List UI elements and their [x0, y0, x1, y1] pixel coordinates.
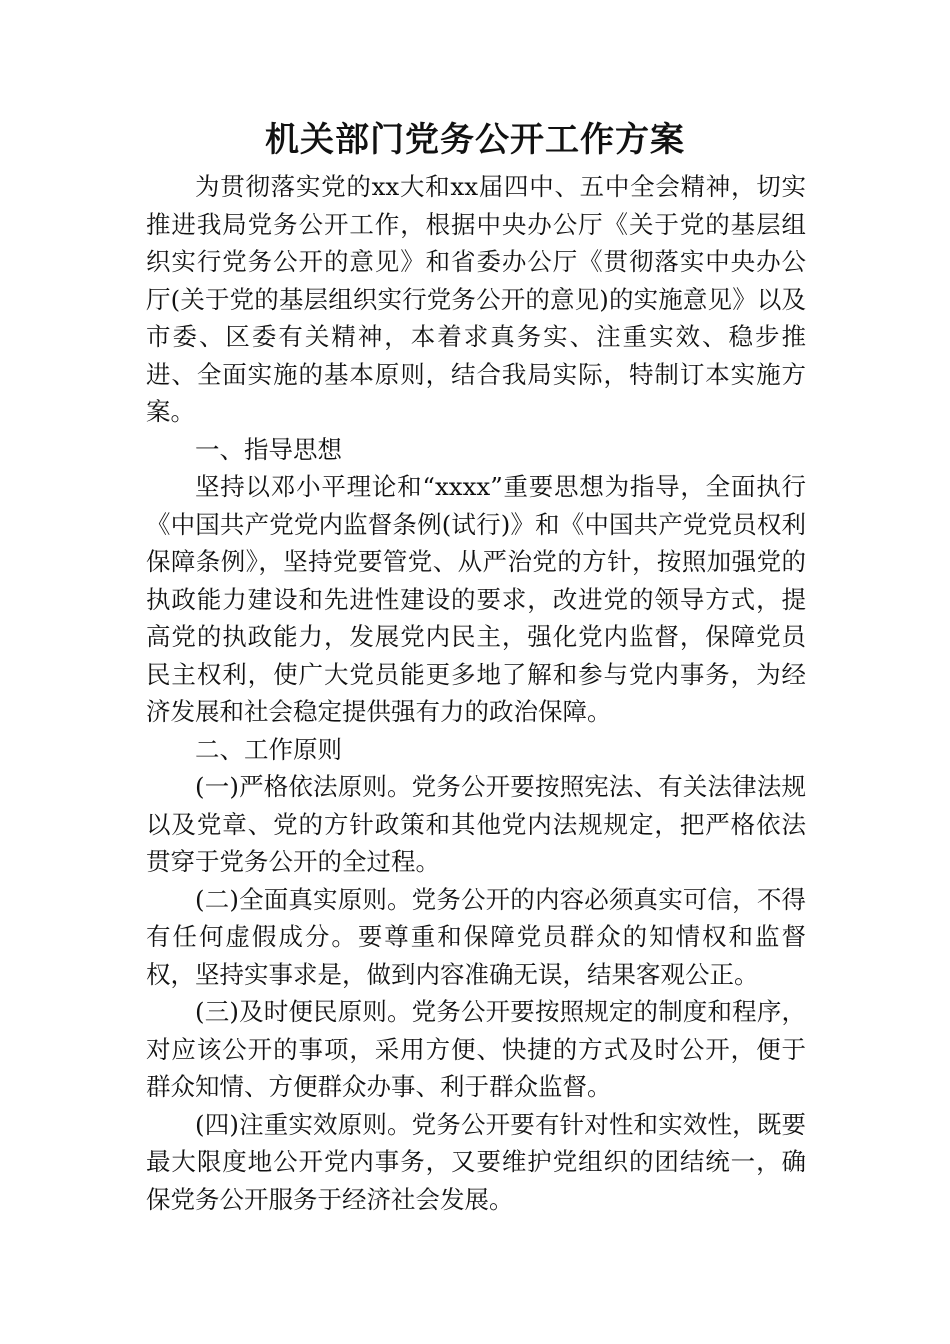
document-title: 机关部门党务公开工作方案 — [265, 120, 685, 160]
document-body — [146, 168, 806, 1218]
intro-paragraph: 为贯彻落实党的xx大和xx届四中、五中全会精神，切实推进我局党务公开工作，根据中央办公厅《关于党的基层组织实行党务公开的意见》和省委办公厅《贯彻落实中央办公厅(关于党的基层组织实行党务公开的意见)的实施意见》以及市委、区委有关精神，本着求真务实、注重实效、稳步推进、全面实施的基本原则，结合我局实际，特制订本实施方案。 — [146, 172, 806, 426]
principle-paragraph-3: (三)及时便民原则。党务公开要按照规定的制度和程序，对应该公开的事项，采用方便、快捷的方式及时公开，便于群众知情、方便群众办事、利于群众监督。 — [146, 997, 806, 1101]
principle-paragraph-2: (二)全面真实原则。党务公开的内容必须真实可信，不得有任何虚假成分。要尊重和保障党员群众的知情权和监督权，坚持实事求是，做到内容准确无误，结果客观公正。 — [146, 884, 806, 989]
principle-paragraph-1: (一)严格依法原则。党务公开要按照宪法、有关法律法规以及党章、党的方针政策和其他党内法规规定，把严格依法贯穿于党务公开的全过程。 — [146, 772, 806, 876]
principle-paragraph-4: (四)注重实效原则。党务公开要有针对性和实效性，既要最大限度地公开党内事务，又要维护党组织的团结统一，确保党务公开服务于经济社会发展。 — [146, 1109, 806, 1214]
section-heading-work-principles: 二、工作原则 — [195, 734, 342, 764]
section-heading-guiding-thought: 一、指导思想 — [195, 434, 342, 464]
guiding-thought-paragraph: 坚持以邓小平理论和“xxxx”重要思想为指导，全面执行《中国共产党党内监督条例(试行)》和《中国共产党党员权利保障条例》，坚持党要管党、从严治党的方针，按照加强党的执政能力建设和先进性建设的要求，改进党的领导方式，提高党的执政能力，发展党内民主，强化党内监督，保障党员民主权利，使广大党员能更多地了解和参与党内事务，为经济发展和社会稳定提供强有力的政治保障。 — [146, 472, 806, 726]
